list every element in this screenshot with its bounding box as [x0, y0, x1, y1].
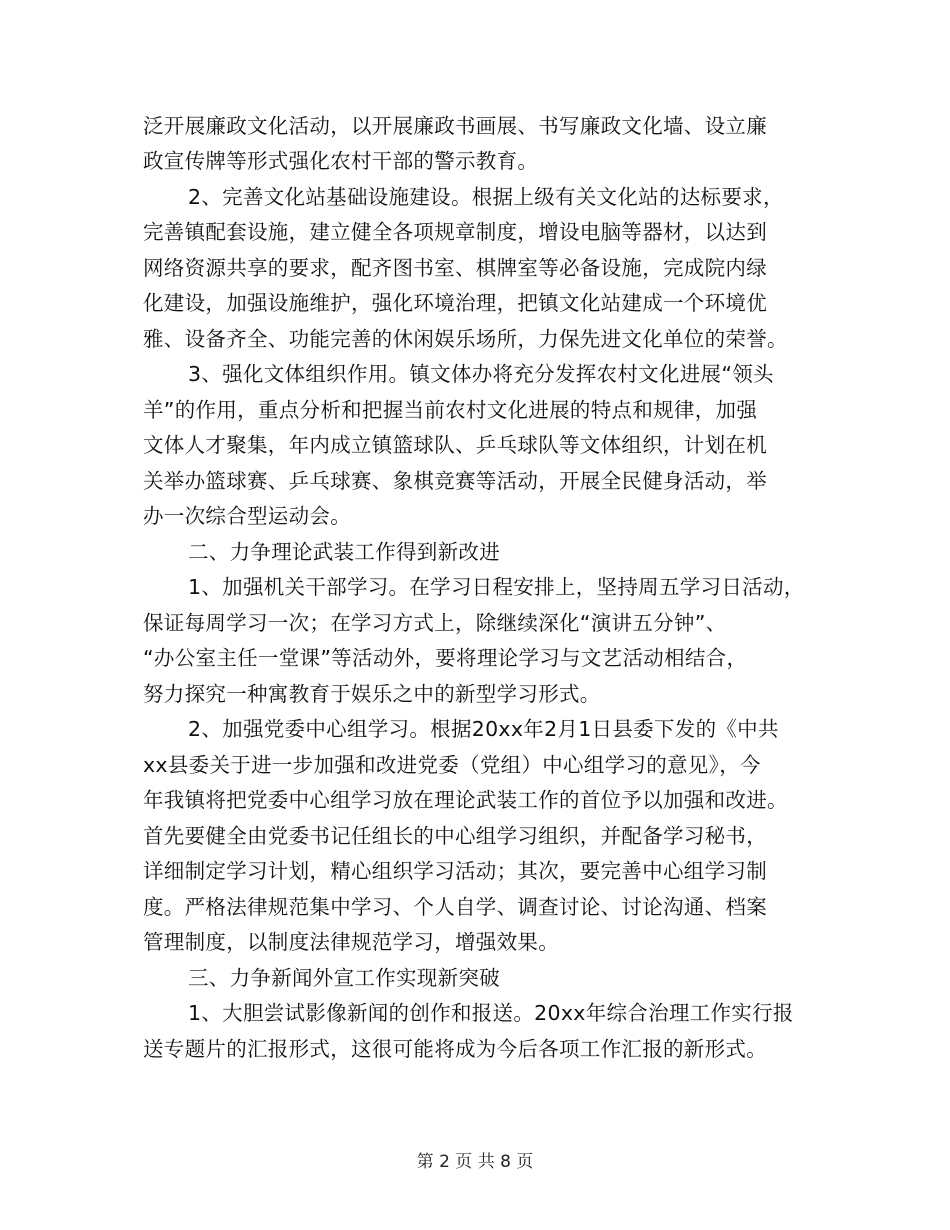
text-line: 雅、设备齐全、功能完善的休闲娱乐场所，力保先进文化单位的荣誉。 [143, 327, 788, 351]
text-line: 保证每周学习一次；在学习方式上，除继续深化“演讲五分钟”、 [143, 611, 727, 635]
text-line: 完善镇配套设施，建立健全各项规章制度，增设电脑等器材，以达到 [143, 220, 767, 244]
text-line: 2、完善文化站基础设施建设。根据上级有关文化站的达标要求， [188, 185, 784, 209]
section-heading: 二、力争理论武装工作得到新改进 [188, 540, 500, 564]
text-line: 化建设，加强设施维护，强化环境治理，把镇文化站建成一个环境优 [143, 291, 767, 315]
text-line: 3、强化文体组织作用。镇文体办将充分发挥农村文化进展“领头 [188, 362, 774, 386]
text-line: 1、大胆尝试影像新闻的创作和报送。20xx年综合治理工作实行报 [188, 1001, 794, 1025]
text-line: 努力探究一种寓教育于娱乐之中的新型学习形式。 [143, 682, 601, 706]
text-line: 羊”的作用，重点分析和把握当前农村文化进展的特点和规律，加强 [143, 398, 758, 422]
text-line: 1、加强机关干部学习。在学习日程安排上，坚持周五学习日活动， [188, 575, 805, 599]
text-line: 度。严格法律规范集中学习、个人自学、调查讨论、讨论沟通、档案 [143, 895, 767, 919]
text-line: 2、加强党委中心组学习。根据20xx年2月1日县委下发的《中共 [188, 717, 779, 741]
text-line: 年我镇将把党委中心组学习放在理论武装工作的首位予以加强和改进。 [143, 788, 788, 812]
text-line: xx县委关于进一步加强和改进党委（党组）中心组学习的意见》，今 [143, 753, 761, 777]
text-line: 泛开展廉政文化活动，以开展廉政书画展、书写廉政文化墙、设立廉 [143, 114, 767, 138]
text-line: 关举办篮球赛、乒乓球赛、象棋竞赛等活动，开展全民健身活动，举 [143, 469, 767, 493]
text-line: 网络资源共享的要求，配齐图书室、棋牌室等必备设施，完成院内绿 [143, 256, 767, 280]
section-heading: 三、力争新闻外宣工作实现新突破 [188, 966, 500, 990]
text-line: “办公室主任一堂课”等活动外，要将理论学习与文艺活动相结合， [143, 646, 748, 670]
text-line: 文体人才聚集，年内成立镇篮球队、乒乓球队等文体组织，计划在机 [143, 433, 767, 457]
text-line: 管理制度，以制度法律规范学习，增强效果。 [143, 930, 559, 954]
text-line: 办一次综合型运动会。 [143, 504, 351, 528]
page-number-footer: 第 2 页 共 8 页 [416, 1152, 534, 1172]
text-line: 送专题片的汇报形式，这很可能将成为今后各项工作汇报的新形式。 [143, 1037, 767, 1061]
text-line: 首先要健全由党委书记任组长的中心组学习组织，并配备学习秘书， [143, 824, 767, 848]
text-line: 政宣传牌等形式强化农村干部的警示教育。 [143, 149, 539, 173]
text-line: 详细制定学习计划，精心组织学习活动；其次，要完善中心组学习制 [143, 859, 767, 883]
